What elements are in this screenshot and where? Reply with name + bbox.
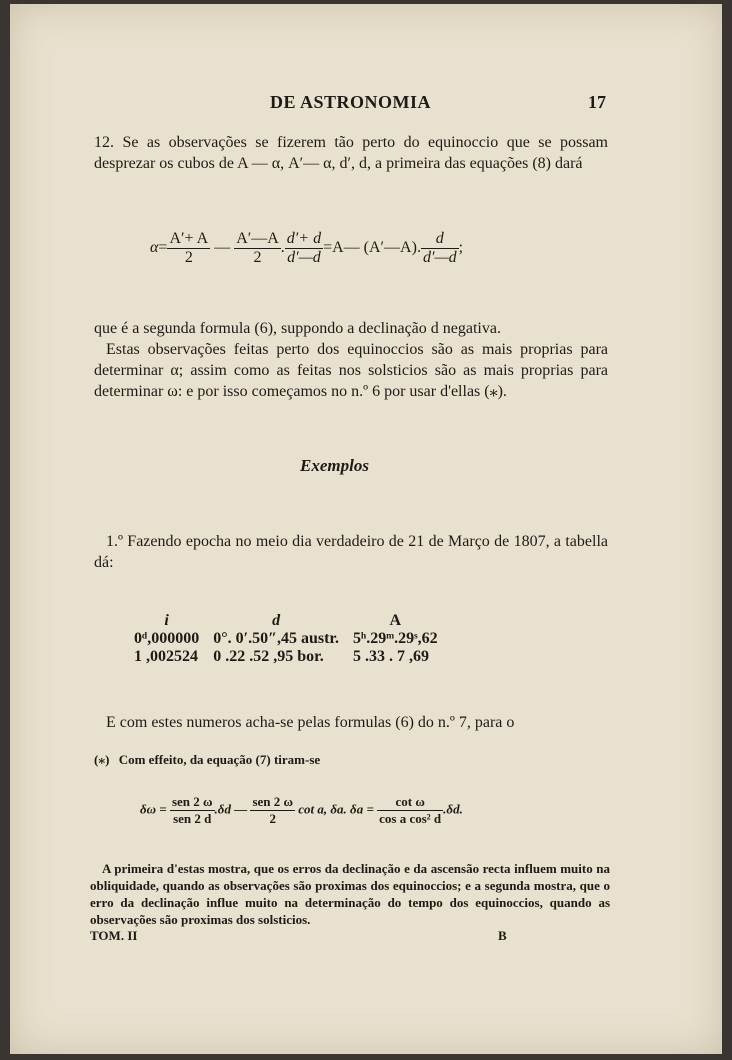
- fraction-2-den: 2: [253, 249, 262, 266]
- signature-letter: B: [498, 928, 507, 943]
- table-cell: 5ʰ.29ᵐ.29ˢ,62: [353, 630, 438, 647]
- fraction-2-num: A′—A: [236, 230, 279, 247]
- section-12-paragraph: 12. Se as observações se fizerem tão perto do equinoccio que se possam desprezar os cubos de A — α, A′— α, d′, d, a primeira das equações (8) dará: [94, 134, 608, 172]
- footnote-text: A primeira d'estas mostra, que os erros da declinação e da ascensão recta influem muito na obliquidade, quando as observações são proximas dos equinoccios; e a segunda mostra, que o erro da declinação influe muito na determinação do tempo dos equinoccios, quando as observações são proximas dos solsticios.: [90, 861, 610, 927]
- footnote-fraction-3: [377, 794, 443, 827]
- page-number: 17: [588, 92, 606, 112]
- footnote-fraction-1-num: sen 2 ω: [171, 794, 213, 809]
- fraction-4: [421, 230, 459, 267]
- signature-volume: TOM. II: [90, 928, 138, 943]
- fraction-4-num: d: [421, 230, 459, 249]
- formula-end: ;: [458, 239, 464, 257]
- examples-heading: Exemplos: [300, 456, 369, 475]
- example-1-paragraph: 1.º Fazendo epocha no meio dia verdadeiro de 21 de Março de 1807, a tabella dá:: [94, 533, 608, 571]
- footnote-marker: (⁎): [94, 752, 110, 767]
- formula-alpha: α= $\frac{A'+ A}{2}$ — $\frac{A'—A}{2}$ . $\frac{d'+ d}{d'—d}$ =A— (A′—A). $\frac{d}{d'—d}$ ;: [150, 230, 464, 266]
- footnote-fraction-1-den: sen 2 d: [173, 811, 212, 826]
- footnote-fraction-2-num: sen 2 ω: [252, 794, 294, 809]
- table-header: d: [272, 612, 281, 629]
- paragraph-2-rest: Estas observações feitas perto dos equinoccios são as mais proprias para determinar α; assim como as feitas nos solsticios são as mais proprias para determinar ω: e por isso começamos no n.º 6 por usar d'ellas (⁎).: [94, 341, 608, 400]
- table-cell: 5 .33 . 7 ,69: [353, 648, 430, 665]
- table-cell: 0 .22 .52 ,95 bor.: [213, 648, 324, 665]
- ephemeris-table: [134, 612, 452, 666]
- fraction-4-den: d′—d: [422, 249, 457, 266]
- fraction-2: [234, 230, 281, 267]
- formula-lhs: α: [150, 239, 159, 257]
- formula-eq: =: [158, 239, 168, 257]
- fraction-3-num: d′+ d: [286, 230, 322, 247]
- table-cell: 1 ,002524: [134, 648, 198, 665]
- table-cell: 0°. 0′.50″,45 austr.: [213, 630, 340, 647]
- fraction-1-num: A′+ A: [169, 230, 209, 247]
- footnote-formula-term-3: .δd.: [443, 801, 463, 817]
- table-row: [134, 630, 452, 648]
- table-row: [134, 648, 452, 666]
- footnote-formula-term-1: .δd —: [214, 801, 248, 817]
- footnote-fraction-2-den: 2: [269, 811, 276, 826]
- formula-minus: —: [214, 239, 231, 257]
- fraction-1: [167, 230, 210, 267]
- footnote-formula: [140, 794, 463, 827]
- paragraph-3: E com estes numeros acha-se pelas formulas (6) do n.º 7, para o: [106, 714, 515, 731]
- footnote-fraction-2: [250, 794, 295, 827]
- table-header: A: [389, 612, 402, 629]
- fraction-3: [285, 230, 323, 267]
- fraction-1-den: 2: [184, 249, 193, 266]
- footnote-intro: Com effeito, da equação (7) tiram-se: [118, 752, 321, 767]
- running-header: DE ASTRONOMIA: [270, 92, 432, 112]
- table-cell: 0ᵈ,000000: [134, 630, 200, 647]
- footnote-formula-lhs: δω =: [140, 801, 167, 817]
- table-header: i: [164, 612, 169, 629]
- fraction-3-den: d′—d: [287, 249, 321, 266]
- formula-eq2: =A— (A′—A).: [323, 239, 421, 257]
- footnote-fraction-3-den: cos a cos² d: [379, 811, 442, 826]
- table-header-row: [134, 612, 452, 630]
- book-page: [10, 4, 722, 1054]
- paragraph-2-line-1: que é a segunda formula (6), suppondo a declinação d negativa.: [94, 320, 501, 337]
- footnote-intro-line: [94, 752, 320, 768]
- footnote-fraction-1: [170, 794, 215, 827]
- footnote-fraction-3-num: cot ω: [377, 794, 443, 811]
- footnote-formula-term-2: cot a, δa. δa =: [298, 801, 374, 817]
